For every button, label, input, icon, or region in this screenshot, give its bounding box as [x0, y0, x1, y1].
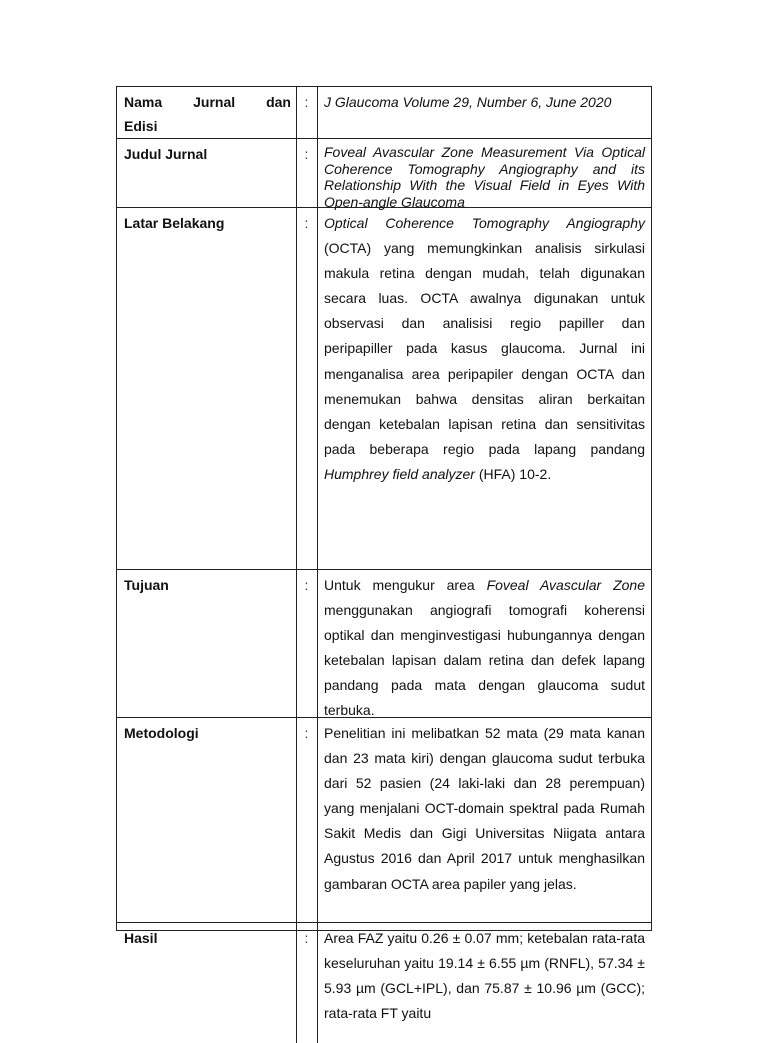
column-divider [296, 718, 297, 922]
column-divider [296, 208, 297, 569]
column-divider [317, 718, 318, 922]
table-row-nama-jurnal [117, 87, 651, 139]
row-label: Judul Jurnal [124, 146, 208, 162]
table-row-tujuan [117, 570, 651, 718]
colon-separator: : [304, 215, 309, 231]
row-content: Area FAZ yaitu 0.26 ± 0.07 mm; ketebalan rata-rata keseluruhan yaitu 19.14 ± 6.55 µm (RNFL), 57.34 ± 5.93 µm (GCL+IPL), dan 75.87 ± 10.96 µm (GCC); rata-rata FT yaitu [324, 930, 645, 1022]
row-content: Foveal Avascular Zone Measurement Via Optical Coherence Tomography Angiography and its Relationship With the Visual Field in Eyes With Open-angle Glaucoma [324, 144, 645, 210]
row-label-line: Edisi [124, 118, 158, 134]
row-label: Latar Belakang [124, 215, 225, 231]
body-text: (OCTA) yang memungkinkan analisis sirkulasi makula retina dengan mudah, telah digunakan secara luas. OCTA awalnya digunakan untuk observasi dan analisisi regio papiller dan peripapiller pada kasus glaucoma. Jurnal ini menganalisa area peripapiler dengan OCTA dan menemukan bahwa densitas aliran berkaitan dengan ketebalan lapisan retina dan sensitivitas pada beberapa regio pada lapang pandang [324, 240, 645, 457]
column-divider [317, 923, 318, 1043]
column-divider [317, 139, 318, 207]
row-content: J Glaucoma Volume 29, Number 6, June 2020 [324, 94, 612, 110]
row-content: Penelitian ini melibatkan 52 mata (29 mata kanan dan 23 mata kiri) dengan glaucoma sudut terbuka dari 52 pasien (24 laki-laki dan 28 perempuan) yang menjalani OCT-domain spektral pada Rumah Sakit Medis dan Gigi Universitas Niigata antara Agustus 2016 dan April 2017 untuk menghasilkan gambaran OCTA area papiler yang jelas. [324, 725, 645, 892]
table-row-hasil [117, 923, 651, 1043]
body-text: menggunakan angiografi tomografi koherensi optikal dan menginvestigasi hubungannya dengan ketebalan lapisan dalam retina dan defek lapang pandang pada mata dengan glaucoma sudut terbuka. [324, 602, 645, 719]
colon-separator: : [304, 94, 309, 110]
row-content [324, 573, 645, 724]
row-label [124, 90, 291, 138]
column-divider [317, 87, 318, 138]
italic-text: Optical Coherence Tomography Angiography [324, 215, 645, 231]
column-divider [317, 208, 318, 569]
colon-separator: : [304, 146, 309, 162]
body-text: Untuk mengukur area [324, 577, 487, 593]
italic-text: Foveal Avascular Zone [486, 577, 645, 593]
body-text: (HFA) 10-2. [474, 465, 552, 482]
colon-separator: : [304, 577, 309, 593]
row-label: Metodologi [124, 725, 199, 741]
table-row-metodologi [117, 718, 651, 923]
italic-text: Humphrey field analyzer [324, 465, 475, 482]
row-label: Tujuan [124, 577, 169, 593]
table-row-judul-jurnal [117, 139, 651, 208]
row-content [324, 211, 645, 487]
colon-separator: : [304, 725, 309, 741]
row-label: Hasil [124, 930, 158, 946]
row-label-line: Nama Jurnal dan [124, 94, 291, 110]
colon-separator: : [304, 930, 309, 946]
column-divider [317, 570, 318, 717]
journal-summary-table [116, 86, 652, 1022]
table-row-latar-belakang [117, 208, 651, 570]
